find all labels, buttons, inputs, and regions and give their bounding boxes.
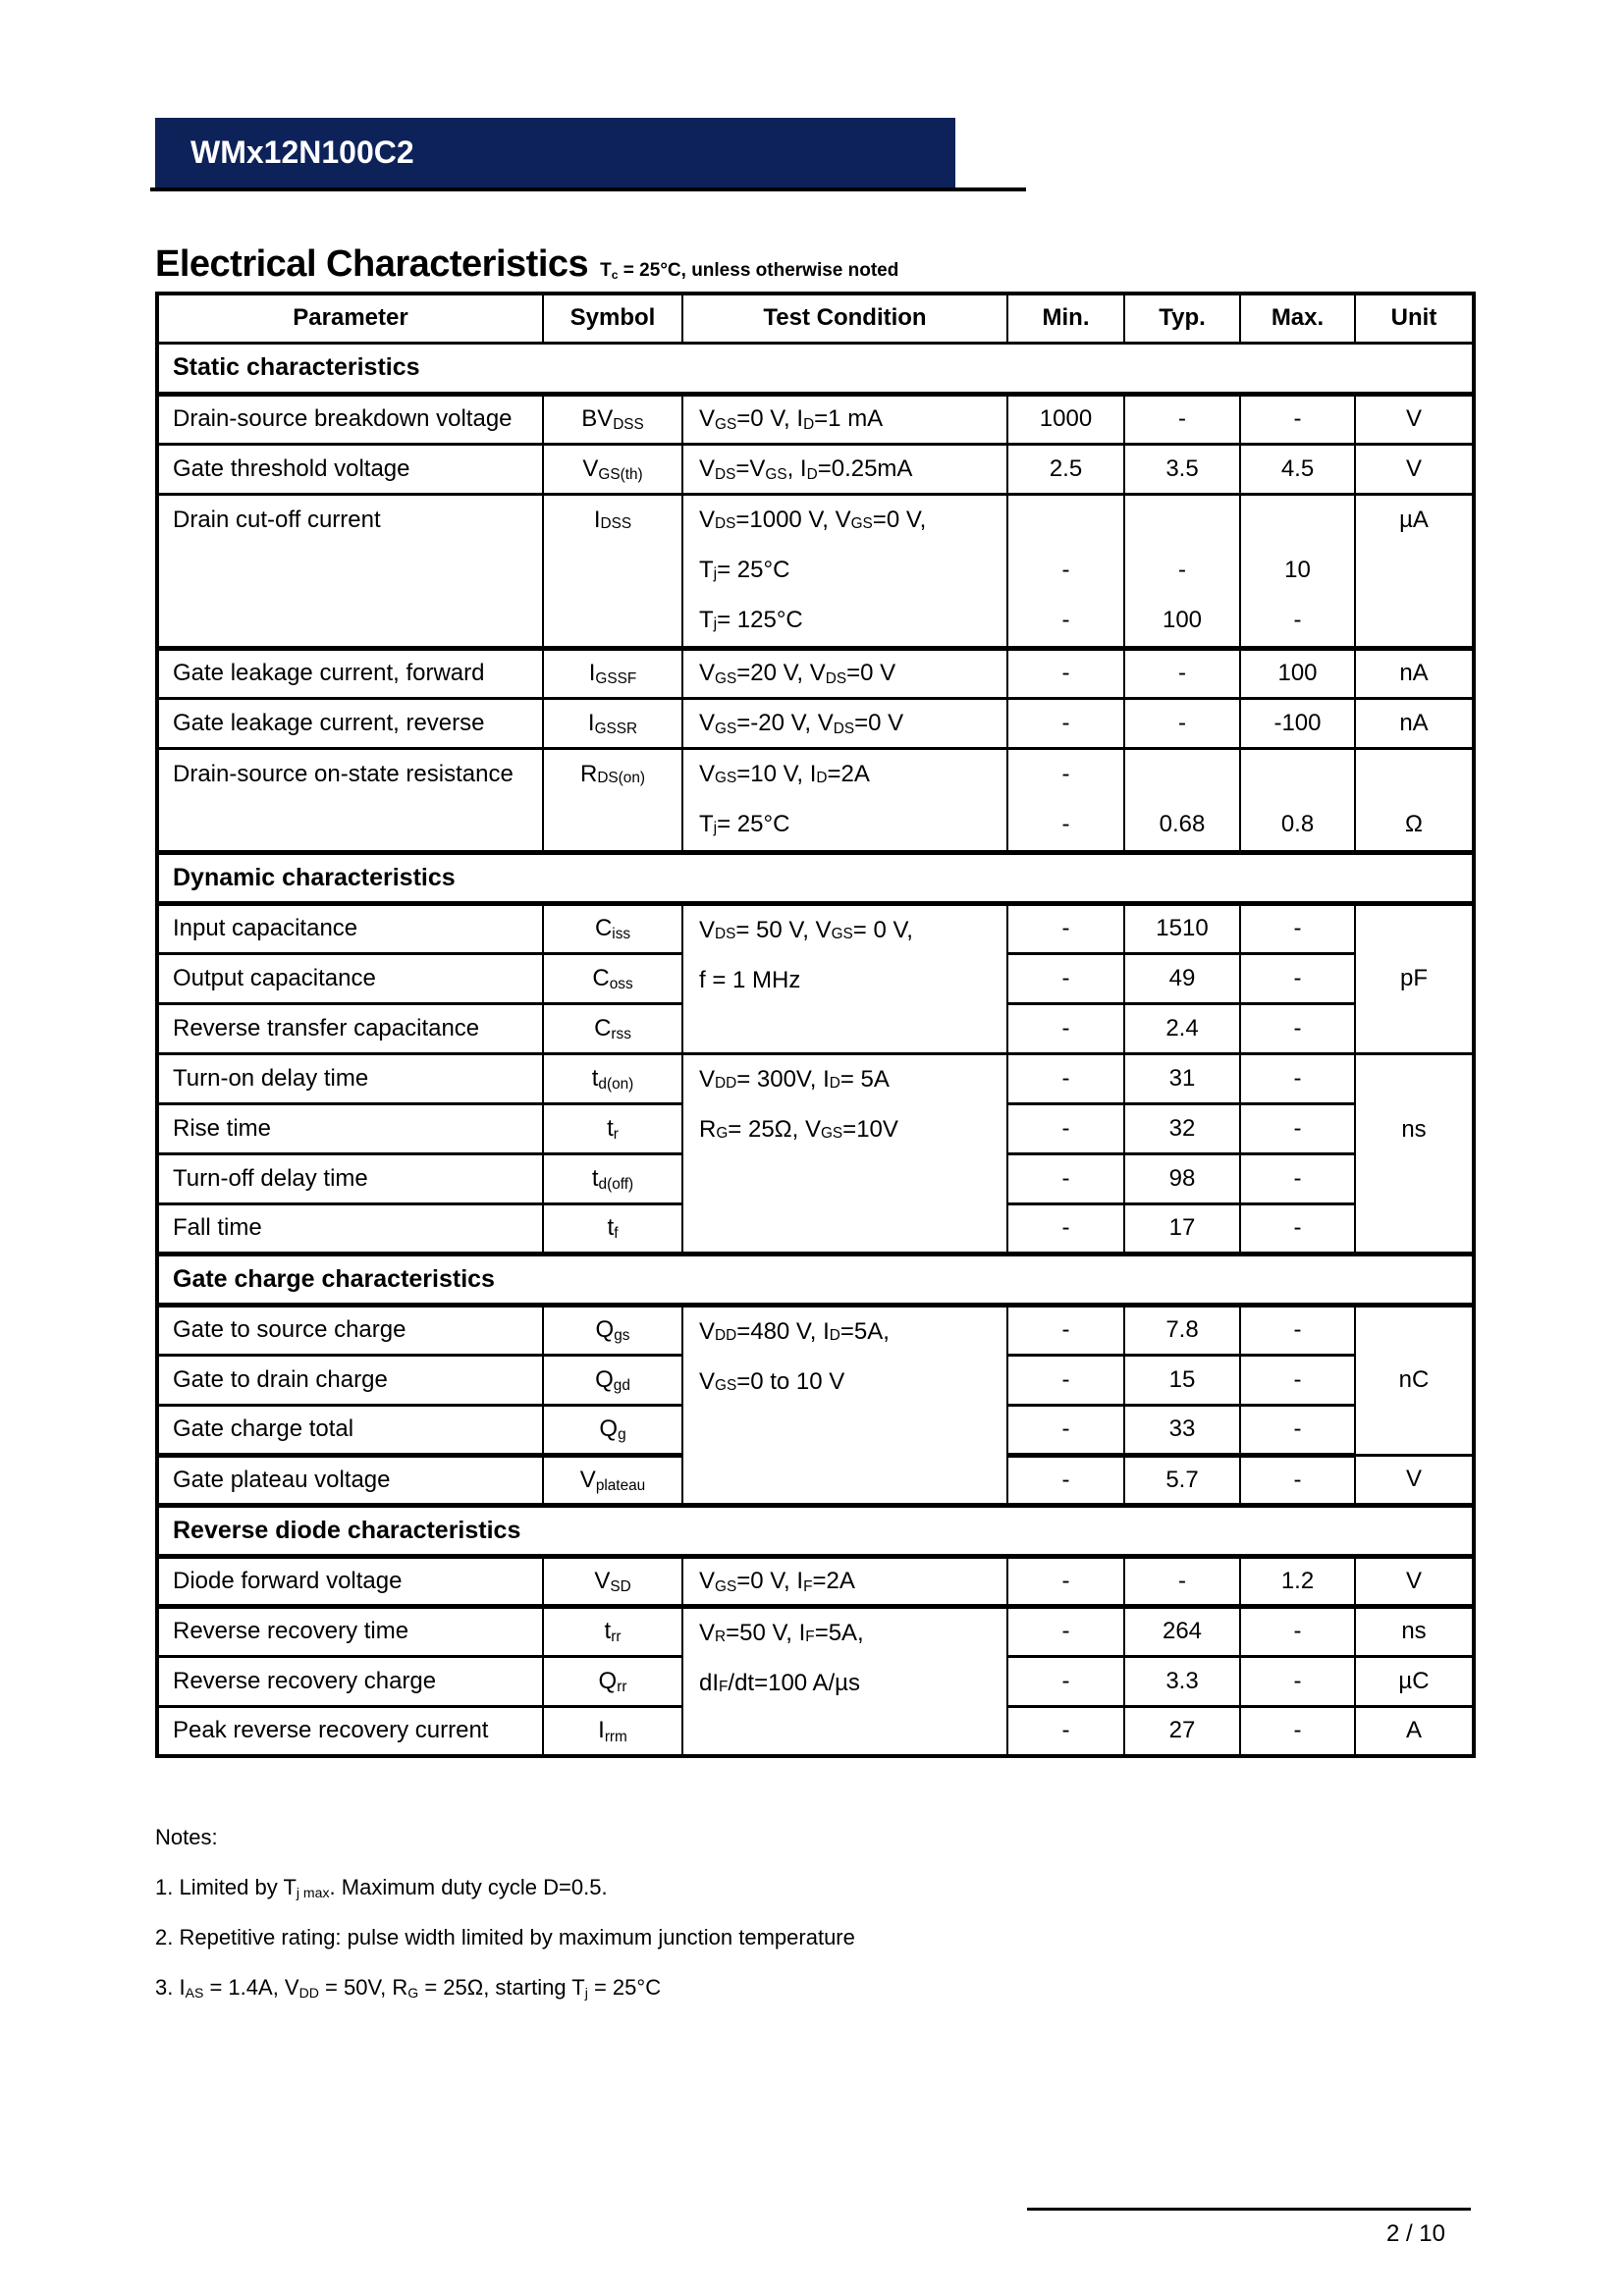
cell-typ: 33 [1124, 1405, 1240, 1455]
cell-line: T $_j$ = 25°C [699, 557, 790, 583]
cell-parameter: Turn-on delay time [157, 1053, 543, 1103]
cell-max: - [1240, 1053, 1355, 1103]
cell-min: 1000 [1007, 394, 1124, 444]
test-condition-note: $T_c = 25^\circ C$, unless otherwise noted [600, 260, 899, 282]
cell-line: - [1061, 761, 1070, 787]
cell-unit: pF [1355, 903, 1474, 1053]
cell-unit: V [1355, 1556, 1474, 1606]
cell-parameter: Reverse recovery time [157, 1606, 543, 1656]
cell-line: V $_{GS}$ =10 V, I $_D$ =2A [699, 761, 870, 787]
row-gate-leakage-reverse [157, 698, 1474, 748]
cell-line: µA [1399, 507, 1429, 533]
cell-min: - [1007, 1053, 1124, 1103]
cell-min: - [1007, 1203, 1124, 1254]
cell-min: - [1007, 1606, 1124, 1656]
cell-typ: 17 [1124, 1203, 1240, 1254]
cell-line: Drain cut-off current [173, 507, 381, 533]
cell-symbol: $I_{GSSF}$ [543, 648, 682, 698]
note-item: 3. $I_{AS} = 1.4A$, $V_{DD} = 50V$, $R_G = 25\Omega$, starting $T_j = 25^\circ C$ [155, 1975, 662, 2002]
cell-symbol: $t_{d(off)}$ [543, 1153, 682, 1203]
note-item: 2. Repetitive rating: pulse width limited by maximum junction temperature [155, 1925, 855, 1949]
table-header-row [157, 294, 1474, 343]
row-gate-leakage-forward [157, 648, 1474, 698]
cell-test-condition [682, 494, 1007, 648]
cell-typ: - [1124, 648, 1240, 698]
cell-min: - [1007, 648, 1124, 698]
cell-unit: V [1355, 1455, 1474, 1505]
col-header-unit: Unit [1355, 294, 1474, 343]
cell-min: - [1007, 1405, 1124, 1455]
cell-unit: µC [1355, 1656, 1474, 1706]
cell-unit [1355, 494, 1474, 648]
cell-unit: nA [1355, 698, 1474, 748]
cell-max: 4.5 [1240, 444, 1355, 494]
page-number: 2 / 10 [1385, 2220, 1445, 2247]
row-reverse-recovery-time [157, 1606, 1474, 1656]
cell-max: - [1240, 1305, 1355, 1355]
cell-max: - [1240, 903, 1355, 953]
cell-max: - [1240, 1405, 1355, 1455]
cell-parameter: Gate to source charge [157, 1305, 543, 1355]
cell-max: - [1240, 1455, 1355, 1505]
cell-line: R $_G$ = 25Ω, V $_{GS}$ =10V [699, 1116, 898, 1143]
cell-line: - [1178, 557, 1186, 583]
cell-min: - [1007, 1656, 1124, 1706]
row-drain-cutoff-current [157, 494, 1474, 648]
section-title: Gate charge characteristics [157, 1254, 1474, 1305]
cell-symbol: $Q_{gd}$ [543, 1355, 682, 1405]
cell-max: - [1240, 1355, 1355, 1405]
notes-block [155, 1826, 855, 2026]
cell-symbol: $I_{GSSR}$ [543, 698, 682, 748]
cell-line: - [1061, 607, 1070, 633]
cell-min: 2.5 [1007, 444, 1124, 494]
cell-symbol: $t_{rr}$ [543, 1606, 682, 1656]
cell-min: - [1007, 1455, 1124, 1505]
cell-max: - [1240, 394, 1355, 444]
cell-parameter: Reverse recovery charge [157, 1656, 543, 1706]
cell-line: I $_{DSS}$ [593, 507, 632, 533]
cell-symbol: $V_{SD}$ [543, 1556, 682, 1606]
cell-unit: V [1355, 444, 1474, 494]
cell-line: V $_{DS}$ = 50 V, V $_{GS}$ = 0 V, [699, 917, 913, 943]
cell-parameter: Output capacitance [157, 953, 543, 1003]
cell-max: - [1240, 1606, 1355, 1656]
cell-line: Ω [1405, 811, 1423, 837]
col-header-typ: Typ. [1124, 294, 1240, 343]
cell-line: 0.68 [1159, 811, 1206, 837]
cell-min [1007, 748, 1124, 852]
cell-typ: 7.8 [1124, 1305, 1240, 1355]
cell-min: - [1007, 1103, 1124, 1153]
cell-symbol: $C_{rss}$ [543, 1003, 682, 1053]
row-turn-on-delay [157, 1053, 1474, 1103]
cell-max: - [1240, 1203, 1355, 1254]
cell-parameter [157, 748, 543, 852]
cell-parameter [157, 494, 543, 648]
cell-test-condition: $V_{GS}=0$ V, $I_F=2A$ [682, 1556, 1007, 1606]
row-gate-source-charge [157, 1305, 1474, 1355]
cell-line: - [1061, 557, 1070, 583]
cell-line: 10 [1284, 557, 1311, 583]
cell-test-condition: $V_{GS}=20$ V, $V_{DS}=0$ V [682, 648, 1007, 698]
cell-max: - [1240, 953, 1355, 1003]
cell-parameter: Gate threshold voltage [157, 444, 543, 494]
cell-symbol: $Q_{rr}$ [543, 1656, 682, 1706]
cell-typ: 3.5 [1124, 444, 1240, 494]
cell-symbol [543, 748, 682, 852]
cell-typ: 2.4 [1124, 1003, 1240, 1053]
cell-line: V $_R$ =50 V, I $_F$ =5A, [699, 1620, 864, 1646]
row-input-capacitance [157, 903, 1474, 953]
cell-min: - [1007, 1355, 1124, 1405]
cell-max: - [1240, 1103, 1355, 1153]
cell-max [1240, 748, 1355, 852]
cell-min: - [1007, 903, 1124, 953]
cell-min: - [1007, 698, 1124, 748]
cell-line: V $_{DD}$ =480 V, I $_D$ =5A, [699, 1318, 890, 1345]
cell-typ: 31 [1124, 1053, 1240, 1103]
cell-max: 1.2 [1240, 1556, 1355, 1606]
cell-parameter: Diode forward voltage [157, 1556, 543, 1606]
cell-symbol: $V_{plateau}$ [543, 1455, 682, 1505]
cell-typ: - [1124, 1556, 1240, 1606]
section-row-reverse-diode [157, 1505, 1474, 1556]
col-header-min: Min. [1007, 294, 1124, 343]
cell-parameter: Gate to drain charge [157, 1355, 543, 1405]
cell-line: 0.8 [1280, 811, 1315, 837]
cell-symbol: $t_f$ [543, 1203, 682, 1254]
cell-line: 100 [1162, 607, 1203, 633]
cell-max: -100 [1240, 698, 1355, 748]
cell-min: - [1007, 953, 1124, 1003]
section-row-dynamic [157, 852, 1474, 903]
cell-max [1240, 494, 1355, 648]
cell-typ: 5.7 [1124, 1455, 1240, 1505]
cell-parameter: Input capacitance [157, 903, 543, 953]
cell-line: V $_{DS}$ =1000 V, V $_{GS}$ =0 V, [699, 507, 927, 533]
cell-parameter: Reverse transfer capacitance [157, 1003, 543, 1053]
cell-unit [1355, 748, 1474, 852]
col-header-max: Max. [1240, 294, 1355, 343]
cell-min [1007, 494, 1124, 648]
notes-title: Notes: [155, 1825, 218, 1849]
section-heading [155, 243, 898, 286]
section-title: Static characteristics [157, 343, 1474, 394]
cell-min: - [1007, 1706, 1124, 1756]
section-row-gate-charge [157, 1254, 1474, 1305]
section-row-static [157, 343, 1474, 394]
cell-typ: - [1124, 394, 1240, 444]
cell-symbol: $t_{d(on)}$ [543, 1053, 682, 1103]
row-gate-threshold [157, 444, 1474, 494]
cell-max: - [1240, 1003, 1355, 1053]
cell-min: - [1007, 1153, 1124, 1203]
cell-symbol: $I_{rrm}$ [543, 1706, 682, 1756]
cell-typ: 3.3 [1124, 1656, 1240, 1706]
product-banner [155, 118, 955, 187]
section-title: Dynamic characteristics [157, 852, 1474, 903]
cell-parameter: Peak reverse recovery current [157, 1706, 543, 1756]
cell-test-condition: $V_{DS}=V_{GS}$, $I_D=0.25mA$ [682, 444, 1007, 494]
cell-test-condition: $V_{GS}=0$ V, $I_D=1$ mA [682, 394, 1007, 444]
cell-parameter: Turn-off delay time [157, 1153, 543, 1203]
cell-typ: 98 [1124, 1153, 1240, 1203]
cell-symbol: $Q_g$ [543, 1405, 682, 1455]
footer-divider [1027, 2208, 1471, 2211]
cell-line: T $_j$ = 125°C [699, 607, 803, 633]
cell-typ: 1510 [1124, 903, 1240, 953]
cell-test-condition [682, 1053, 1007, 1254]
col-header-parameter: Parameter [157, 294, 543, 343]
cell-max: - [1240, 1706, 1355, 1756]
page-title: Electrical Characteristics [155, 243, 589, 285]
section-title: Reverse diode characteristics [157, 1505, 1474, 1556]
row-rds-on [157, 748, 1474, 852]
cell-unit [1355, 1053, 1474, 1254]
cell-symbol: $BV_{DSS}$ [543, 394, 682, 444]
cell-symbol: $t_r$ [543, 1103, 682, 1153]
cell-unit: nC [1355, 1305, 1474, 1455]
col-header-symbol: Symbol [543, 294, 682, 343]
cell-typ [1124, 748, 1240, 852]
cell-line: - [1293, 607, 1302, 633]
cell-typ: 264 [1124, 1606, 1240, 1656]
col-header-test-condition: Test Condition [682, 294, 1007, 343]
cell-symbol: $C_{iss}$ [543, 903, 682, 953]
cell-unit: V [1355, 394, 1474, 444]
cell-max: - [1240, 1153, 1355, 1203]
cell-max: 100 [1240, 648, 1355, 698]
cell-unit: ns [1355, 1606, 1474, 1656]
cell-typ: 27 [1124, 1706, 1240, 1756]
product-title: WMx12N100C2 [190, 134, 414, 170]
cell-typ: - [1124, 698, 1240, 748]
cell-symbol: $V_{GS(th)}$ [543, 444, 682, 494]
cell-line: V $_{DD}$ = 300V, I $_D$ = 5A [699, 1066, 890, 1093]
cell-unit: A [1355, 1706, 1474, 1756]
cell-parameter: Gate charge total [157, 1405, 543, 1455]
row-diode-forward-voltage [157, 1556, 1474, 1606]
cell-line: ns [1401, 1116, 1427, 1143]
cell-test-condition: $V_{GS}=-20$ V, $V_{DS}=0$ V [682, 698, 1007, 748]
cell-symbol: $Q_{gs}$ [543, 1305, 682, 1355]
cell-typ: 15 [1124, 1355, 1240, 1405]
cell-parameter: Gate leakage current, reverse [157, 698, 543, 748]
cell-line: Drain-source on-state resistance [173, 761, 514, 787]
cell-parameter: Gate plateau voltage [157, 1455, 543, 1505]
banner-divider [150, 187, 1026, 191]
cell-parameter: Drain-source breakdown voltage [157, 394, 543, 444]
cell-min: - [1007, 1556, 1124, 1606]
cell-test-condition [682, 748, 1007, 852]
cell-test-condition [682, 1606, 1007, 1756]
cell-max: - [1240, 1656, 1355, 1706]
cell-parameter: Fall time [157, 1203, 543, 1254]
cell-test-condition [682, 903, 1007, 1053]
cell-typ [1124, 494, 1240, 648]
cell-line: dI $_F$ /dt=100 A/µs [699, 1670, 860, 1696]
cell-line: V $_{GS}$ =0 to 10 V [699, 1368, 845, 1395]
cell-symbol [543, 494, 682, 648]
cell-line: - [1061, 811, 1070, 837]
cell-test-condition [682, 1305, 1007, 1505]
row-breakdown-voltage [157, 394, 1474, 444]
cell-unit: nA [1355, 648, 1474, 698]
cell-typ: 32 [1124, 1103, 1240, 1153]
cell-typ: 49 [1124, 953, 1240, 1003]
cell-parameter: Rise time [157, 1103, 543, 1153]
electrical-characteristics-table [155, 292, 1476, 1758]
cell-line: f = 1 MHz [699, 967, 801, 993]
note-item: 1. Limited by $T_{j max}$. Maximum duty cycle D=0.5. [155, 1875, 608, 1901]
cell-min: - [1007, 1305, 1124, 1355]
cell-line: T $_j$ = 25°C [699, 811, 790, 837]
cell-line: R $_{DS(on)}$ [580, 761, 645, 787]
cell-parameter: Gate leakage current, forward [157, 648, 543, 698]
cell-symbol: $C_{oss}$ [543, 953, 682, 1003]
cell-min: - [1007, 1003, 1124, 1053]
